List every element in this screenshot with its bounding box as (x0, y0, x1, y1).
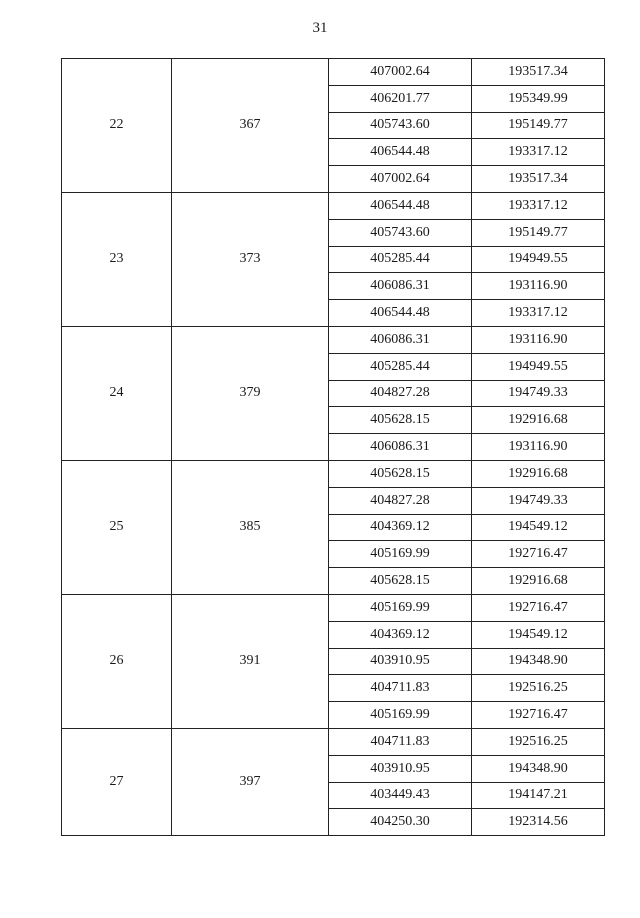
y-coordinate-cell: 192716.47 (472, 541, 605, 568)
x-coordinate-cell: 406544.48 (329, 192, 472, 219)
y-coordinate-cell: 192916.68 (472, 460, 605, 487)
y-coordinate-cell: 193116.90 (472, 326, 605, 353)
x-coordinate-cell: 406086.31 (329, 434, 472, 461)
y-coordinate-cell: 194549.12 (472, 514, 605, 541)
x-coordinate-cell: 405628.15 (329, 568, 472, 595)
x-coordinate-cell: 405743.60 (329, 112, 472, 139)
y-coordinate-cell: 194147.21 (472, 782, 605, 809)
y-coordinate-cell: 193317.12 (472, 192, 605, 219)
table-row (62, 192, 605, 219)
table-row (62, 326, 605, 353)
parcel-value-cell: 391 (172, 594, 329, 728)
parcel-number-cell: 27 (62, 728, 172, 835)
y-coordinate-cell: 193317.12 (472, 300, 605, 327)
parcel-number-cell: 23 (62, 192, 172, 326)
parcel-number-cell: 22 (62, 59, 172, 193)
y-coordinate-cell: 194949.55 (472, 353, 605, 380)
x-coordinate-cell: 405743.60 (329, 219, 472, 246)
parcel-number-cell: 25 (62, 460, 172, 594)
x-coordinate-cell: 403449.43 (329, 782, 472, 809)
parcel-number-cell: 26 (62, 594, 172, 728)
coordinates-table (61, 58, 605, 836)
y-coordinate-cell: 192516.25 (472, 675, 605, 702)
y-coordinate-cell: 193517.34 (472, 166, 605, 193)
y-coordinate-cell: 192516.25 (472, 728, 605, 755)
x-coordinate-cell: 406201.77 (329, 85, 472, 112)
x-coordinate-cell: 404711.83 (329, 675, 472, 702)
table-row (62, 59, 605, 86)
y-coordinate-cell: 195149.77 (472, 219, 605, 246)
x-coordinate-cell: 404369.12 (329, 621, 472, 648)
x-coordinate-cell: 406086.31 (329, 326, 472, 353)
parcel-number-cell: 24 (62, 326, 172, 460)
page-number: 31 (312, 20, 328, 36)
y-coordinate-cell: 194348.90 (472, 755, 605, 782)
y-coordinate-cell: 195349.99 (472, 85, 605, 112)
x-coordinate-cell: 404711.83 (329, 728, 472, 755)
y-coordinate-cell: 193517.34 (472, 59, 605, 86)
x-coordinate-cell: 405169.99 (329, 594, 472, 621)
y-coordinate-cell: 194949.55 (472, 246, 605, 273)
x-coordinate-cell: 407002.64 (329, 59, 472, 86)
x-coordinate-cell: 404827.28 (329, 487, 472, 514)
y-coordinate-cell: 194549.12 (472, 621, 605, 648)
y-coordinate-cell: 192916.68 (472, 407, 605, 434)
parcel-value-cell: 379 (172, 326, 329, 460)
y-coordinate-cell: 195149.77 (472, 112, 605, 139)
x-coordinate-cell: 406544.48 (329, 300, 472, 327)
parcel-value-cell: 373 (172, 192, 329, 326)
x-coordinate-cell: 404250.30 (329, 809, 472, 836)
y-coordinate-cell: 193116.90 (472, 273, 605, 300)
table-row (62, 460, 605, 487)
x-coordinate-cell: 403910.95 (329, 648, 472, 675)
y-coordinate-cell: 193317.12 (472, 139, 605, 166)
x-coordinate-cell: 405285.44 (329, 246, 472, 273)
x-coordinate-cell: 405628.15 (329, 407, 472, 434)
y-coordinate-cell: 192716.47 (472, 702, 605, 729)
y-coordinate-cell: 194749.33 (472, 487, 605, 514)
y-coordinate-cell: 192716.47 (472, 594, 605, 621)
y-coordinate-cell: 194348.90 (472, 648, 605, 675)
x-coordinate-cell: 404827.28 (329, 380, 472, 407)
parcel-value-cell: 367 (172, 59, 329, 193)
x-coordinate-cell: 403910.95 (329, 755, 472, 782)
x-coordinate-cell: 405169.99 (329, 541, 472, 568)
x-coordinate-cell: 405285.44 (329, 353, 472, 380)
y-coordinate-cell: 192916.68 (472, 568, 605, 595)
y-coordinate-cell: 193116.90 (472, 434, 605, 461)
parcel-value-cell: 385 (172, 460, 329, 594)
table-row (62, 728, 605, 755)
x-coordinate-cell: 405628.15 (329, 460, 472, 487)
x-coordinate-cell: 407002.64 (329, 166, 472, 193)
y-coordinate-cell: 194749.33 (472, 380, 605, 407)
x-coordinate-cell: 404369.12 (329, 514, 472, 541)
x-coordinate-cell: 405169.99 (329, 702, 472, 729)
parcel-value-cell: 397 (172, 728, 329, 835)
x-coordinate-cell: 406544.48 (329, 139, 472, 166)
x-coordinate-cell: 406086.31 (329, 273, 472, 300)
y-coordinate-cell: 192314.56 (472, 809, 605, 836)
table-row (62, 594, 605, 621)
